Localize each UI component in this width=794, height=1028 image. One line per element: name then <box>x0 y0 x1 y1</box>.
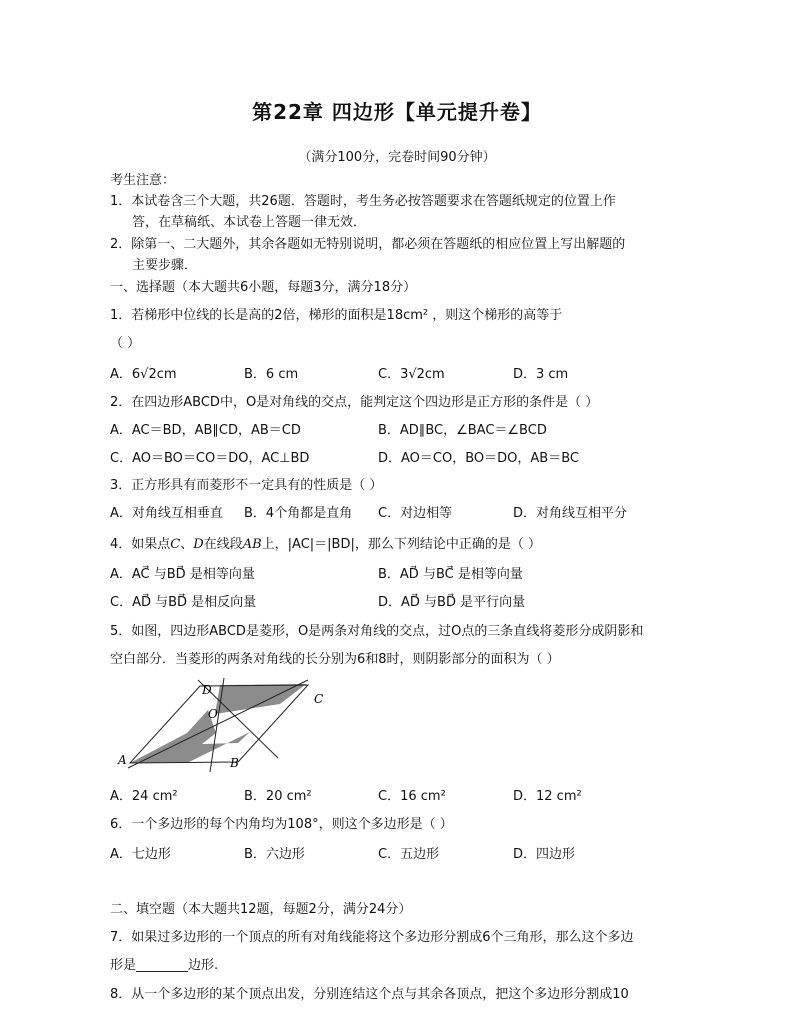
label-c: C <box>314 692 324 706</box>
q3-option-b: B．4个角都是直角 <box>244 506 353 521</box>
q6-option-a: A．七边形 <box>110 847 171 862</box>
q6-option-d: D．四边形 <box>513 847 576 862</box>
line-through-o-1 <box>128 680 308 768</box>
q4-segment-ab: AB <box>242 537 262 552</box>
q4-stem-post: 上，|AC|＝|BD|，那么下列结论中正确的是（ ） <box>261 537 541 552</box>
q1-paren: （ ） <box>110 336 141 351</box>
label-d: D <box>202 683 212 697</box>
q1-option-c: C．3√2cm <box>378 367 445 382</box>
page-subtitle: （满分100分，完卷时间90分钟） <box>298 150 496 165</box>
q7-line-2: 形是________边形. <box>110 958 219 973</box>
page-title: 第22章 四边形【单元提升卷】 <box>252 100 542 124</box>
q4-option-b: B．AD⃗ 与BC⃗ 是相等向量 <box>378 567 523 582</box>
q2-option-a: A．AC＝BD，AB∥CD，AB＝CD <box>110 423 301 438</box>
q5-option-a: A．24 cm² <box>110 789 178 804</box>
label-b: B <box>230 756 239 770</box>
q6-stem: 6．一个多边形的每个内角均为108°，则这个多边形是（ ） <box>110 817 453 832</box>
label-o: O <box>208 707 218 721</box>
q4-stem-mid: 在线段 <box>203 537 243 552</box>
q2-option-b: B．AD∥BC，∠BAC＝∠BCD <box>378 423 547 438</box>
q5-line-1: 5．如图，四边形ABCD是菱形，O是两条对角线的交点，过O点的三条直线将菱形分成阴影和 <box>110 624 644 639</box>
q5-line-2: 空白部分．当菱形的两条对角线的长分别为6和8时，则阴影部分的面积为（ ） <box>110 652 560 667</box>
q2-option-c: C．AO＝BO＝CO＝DO，AC⊥BD <box>110 451 310 466</box>
notes-heading: 考生注意： <box>110 173 176 188</box>
q4-stem-pre: 4．如果点 <box>110 537 171 552</box>
q4-option-a: A．AC⃗ 与BD⃗ 是相等向量 <box>110 567 255 582</box>
q4-sep: 、 <box>180 537 194 552</box>
q7-line-1: 7．如果过多边形的一个顶点的所有对角线能将这个多边形分割成6个三角形，那么这个多边 <box>110 930 634 945</box>
q5-option-d: D．12 cm² <box>513 789 582 804</box>
q4-option-d: D．AD⃗ 与BD⃗ 是平行向量 <box>378 595 526 610</box>
note-2-line-1: 2．除第一、二大题外，其余各题如无特别说明，都必须在答题纸的相应位置上写出解题的 <box>110 237 626 252</box>
q4-option-c: C．AD⃗ 与BD⃗ 是相反向量 <box>110 595 257 610</box>
q3-option-a: A．对角线互相垂直 <box>110 506 223 521</box>
q3-option-c: C．对边相等 <box>378 506 453 521</box>
q1-stem: 1．若梯形中位线的长是高的2倍，梯形的面积是18cm² ，则这个梯形的高等于 <box>110 308 563 323</box>
q1-option-d: D．3 cm <box>513 367 569 382</box>
note-1-line-2: 答，在草稿纸、本试卷上答题一律无效． <box>132 215 367 230</box>
q1-option-b: B．6 cm <box>244 367 299 382</box>
q2-option-d: D．AO＝CO，BO＝DO，AB＝BC <box>378 451 579 466</box>
q6-option-b: B．六边形 <box>244 847 305 862</box>
q5-option-c: C．16 cm² <box>378 789 446 804</box>
q4-point-d: D <box>193 537 204 552</box>
section-1-heading: 一、选择题（本大题共6小题，每题3分，满分18分） <box>110 280 417 295</box>
q4-point-c: C <box>170 537 181 552</box>
label-a: A <box>118 753 127 767</box>
note-1-line-1: 1．本试卷含三个大题，共26题．答题时，考生务必按答题要求在答题纸规定的位置上作 <box>110 194 616 209</box>
q6-option-c: C．五边形 <box>378 847 440 862</box>
rhombus-figure <box>110 676 350 776</box>
q2-stem: 2．在四边形ABCD中，O是对角线的交点，能判定这个四边形是正方形的条件是（ ） <box>110 395 599 410</box>
q3-stem: 3．正方形具有而菱形不一定具有的性质是（ ） <box>110 478 383 493</box>
q8-line-1: 8．从一个多边形的某个顶点出发，分别连结这个点与其余各顶点，把这个多边形分割成10 <box>110 987 629 1002</box>
q5-option-b: B．20 cm² <box>244 789 312 804</box>
q4-stem <box>110 536 541 554</box>
q1-option-a: A．6√2cm <box>110 367 177 382</box>
q3-option-d: D．对角线互相平分 <box>513 506 628 521</box>
note-2-line-2: 主要步骤． <box>132 258 198 273</box>
section-2-heading: 二、填空题（本大题共12题，每题2分，满分24分） <box>110 902 412 917</box>
